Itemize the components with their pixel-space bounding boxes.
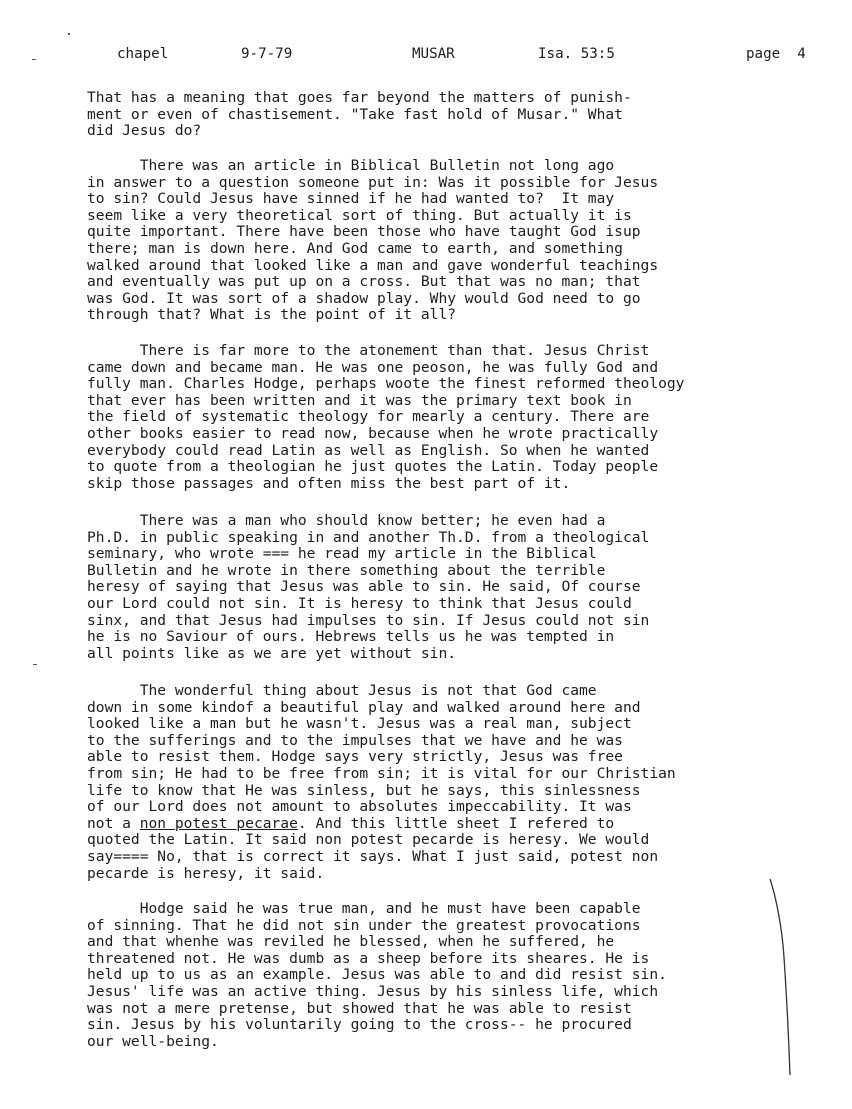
text-line: from sin; He had to be free from sin; it is vital for our Christian xyxy=(87,764,676,782)
text-line: ment or even of chastisement. "Take fast hold of Musar." What xyxy=(87,105,623,123)
text-line: to sin? Could Jesus have sinned if he had wanted to? It may xyxy=(87,190,615,208)
paragraph-5 xyxy=(87,683,807,882)
text-line: quite important. There have been those who have taught God isup xyxy=(87,223,641,241)
text-line: There was an article in Biblical Bulletin not long ago xyxy=(87,157,615,174)
paragraph-6 xyxy=(87,901,807,1050)
text-line: able to resist them. Hodge says very strictly, Jesus was free xyxy=(87,748,623,766)
text-line: Ph.D. in public speaking in and another Th.D. from a theological xyxy=(87,528,650,546)
text-line: our well-being. xyxy=(87,1032,219,1050)
header-chapel: chapel xyxy=(117,46,169,62)
text-line: not a non potest pecarae. And this little sheet I refered to xyxy=(87,814,615,832)
text-line: that ever has been written and it was the primary text book in xyxy=(87,391,632,409)
paragraph-3 xyxy=(87,343,807,492)
text-line: to the sufferings and to the impulses that we have and he was xyxy=(87,731,623,749)
margin-bracket-line xyxy=(766,877,806,1077)
header-reference: Isa. 53:5 xyxy=(538,46,615,62)
text-line: fully man. Charles Hodge, perhaps woote the finest reformed theology xyxy=(87,375,685,393)
stray-mark xyxy=(33,664,37,665)
header-title: MUSAR xyxy=(412,46,455,62)
text-line: skip those passages and often miss the best part of it. xyxy=(87,474,571,492)
text-line: everybody could read Latin as well as English. So when he wanted xyxy=(87,441,650,459)
text-line: sinx, and that Jesus had impulses to sin. If Jesus could not sin xyxy=(87,611,650,629)
text-line: did Jesus do? xyxy=(87,122,202,140)
text-line: he is no Saviour of ours. Hebrews tells us he was tempted in xyxy=(87,628,615,646)
text-line: looked like a man but he wasn't. Jesus was a real man, subject xyxy=(87,715,632,733)
text-line: life to know that He was sinless, but he says, this sinlessness xyxy=(87,781,641,799)
text-line: through that? What is the point of it all? xyxy=(87,306,457,324)
text-line: quoted the Latin. It said non potest pecarde is heresy. We would xyxy=(87,831,650,849)
text-line: of our Lord does not amount to absolutes impeccability. It was xyxy=(87,798,632,816)
text-line: seem like a very theoretical sort of thing. But actually it is xyxy=(87,206,632,224)
text-line: The wonderful thing about Jesus is not that God came xyxy=(87,682,597,699)
text-line: other books easier to read now, because when he wrote practically xyxy=(87,424,659,442)
text-line: heresy of saying that Jesus was able to sin. He said, Of course xyxy=(87,578,641,596)
text-line: There was a man who should know better; he even had a xyxy=(87,512,606,529)
text-line: came down and became man. He was one peoson, he was fully God and xyxy=(87,358,659,376)
text-line: was God. It was sort of a shadow play. Why would God need to go xyxy=(87,289,641,307)
text-line: walked around that looked like a man and gave wonderful teachings xyxy=(87,256,659,274)
paragraph-1 xyxy=(87,90,807,140)
text-line: our Lord could not sin. It is heresy to think that Jesus could xyxy=(87,594,632,612)
text-line: and eventually was put up on a cross. But that was no man; that xyxy=(87,273,641,291)
text-line: held up to us as an example. Jesus was able to and did resist sin. xyxy=(87,966,667,984)
text-line: seminary, who wrote === he read my article in the Biblical xyxy=(87,545,597,563)
text-line: and that whenhe was reviled he blessed, when he suffered, he xyxy=(87,933,615,951)
text-line: threatened not. He was dumb as a sheep before its sheares. He is xyxy=(87,949,650,967)
underlined-phrase: non potest pecarae xyxy=(139,814,298,832)
text-line: of sinning. That he did not sin under the greatest provocations xyxy=(87,916,641,934)
text-line: was not a mere pretense, but showed that he was able to resist xyxy=(87,999,632,1017)
text-line: in answer to a question someone put in: Was it possible for Jesus xyxy=(87,173,659,191)
header-page-number: page 4 xyxy=(746,46,806,62)
text-line: all points like as we are yet without sin. xyxy=(87,644,457,662)
text-line: pecarde is heresy, it said. xyxy=(87,864,325,882)
text-line: That has a meaning that goes far beyond the matters of punish- xyxy=(87,89,632,106)
text-line: to quote from a theologian he just quotes the Latin. Today people xyxy=(87,458,659,476)
text-line: Hodge said he was true man, and he must have been capable xyxy=(87,900,641,917)
text-line: down in some kindof a beautiful play and walked around here and xyxy=(87,698,641,716)
text-line: there; man is down here. And God came to earth, and something xyxy=(87,239,623,257)
header-date: 9-7-79 xyxy=(241,46,293,62)
text-line: There is far more to the atonement than that. Jesus Christ xyxy=(87,342,650,359)
text-line: Bulletin and he wrote in there something about the terrible xyxy=(87,561,606,579)
text-line: Jesus' life was an active thing. Jesus by his sinless life, which xyxy=(87,982,659,1000)
paragraph-4 xyxy=(87,513,807,662)
paragraph-2 xyxy=(87,158,807,324)
text-line: say==== No, that is correct it says. What I just said, potest non xyxy=(87,847,659,865)
stray-mark xyxy=(68,33,70,35)
page-header xyxy=(0,46,852,66)
text-line: sin. Jesus by his voluntarily going to the cross-- he procured xyxy=(87,1016,632,1034)
text-line: the field of systematic theology for mearly a century. There are xyxy=(87,408,650,426)
